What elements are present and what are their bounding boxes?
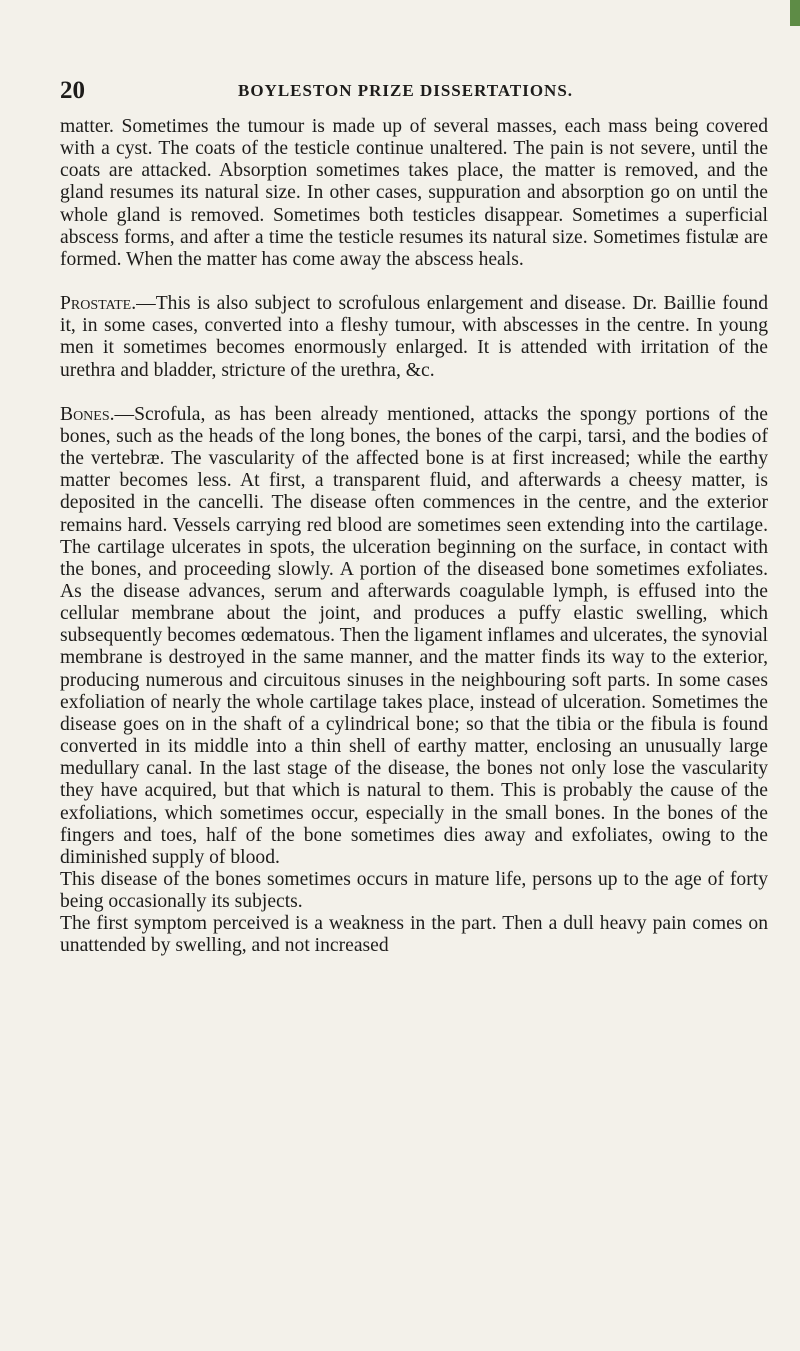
section-heading-bones: Bones.	[60, 403, 115, 425]
paragraph-bones	[60, 404, 768, 869]
paragraph-prostate	[60, 293, 768, 382]
page-body	[60, 116, 768, 958]
page-number: 20	[60, 77, 85, 104]
paragraph-first-symptom	[60, 913, 768, 957]
paragraph-text: —Scrofula, as has been already mentioned, attacks the spongy portions of the bones, such as the heads of the long bones, the bones of the carpi, tarsi, and the bodies of the vertebræ. The vascularity of the affected bone is at first increased; while the earthy matter becomes less. At first, a transparent fluid, and afterwards a cheesy matter, is deposited in the cancelli. The disease often commences in the centre, and the exterior remains hard. Vessels carrying red blood are sometimes seen extending into the cartilage. The cartilage ulcerates in spots, the ulceration beginning on the surface, in contact with the bones, and proceeding slowly. A portion of the diseased bone sometimes exfoliates. As the disease advances, serum and afterwards coagulable lymph, is effused into the cellular membrane about the joint, and produces a puffy elastic swelling, which subsequently becomes œdematous. Then the ligament inflames and ulcerates, the synovial membrane is destroyed in the same manner, and the matter finds its way to the exterior, producing numerous and circuitous sinuses in the neighbouring soft parts. In some cases exfoliation of nearly the whole cartilage takes place, instead of ulceration. Sometimes the disease goes on in the shaft of a cylindrical bone; so that the tibia or the fibula is found converted in its middle into a thin shell of earthy matter, enclosing an unusually large medullary canal. In the last stage of the disease, the bones not only lose the vascularity they have acquired, but that which is natural to them. This is probably the cause of the exfoliations, which sometimes occur, especially in the small bones. In the bones of the fingers and toes, half of the bone sometimes dies away and exfoliates, owing to the diminished supply of blood.	[60, 403, 768, 868]
section-heading-prostate: Prostate.	[60, 293, 137, 315]
page-edge-tab	[790, 0, 800, 26]
paragraph-bones-age	[60, 869, 768, 913]
paragraph-text: —This is also subject to scrofulous enlargement and disease. Dr. Baillie found it, in some cases, converted into a fleshy tumour, with abscesses in the centre. In young men it sometimes becomes enormously enlarged. It is attended with irritation of the urethra and bladder, stricture of the urethra, &c.	[60, 293, 768, 381]
paragraph-text: This disease of the bones sometimes occurs in mature life, persons up to the age of forty being occasionally its subjects.	[60, 869, 768, 913]
paragraph-text: The first symptom perceived is a weakness in the part. Then a dull heavy pain comes on unattended by swelling, and not increased	[60, 913, 768, 957]
paragraph-testicle-continued	[60, 116, 768, 271]
running-title: BOYLESTON PRIZE DISSERTATIONS.	[238, 81, 574, 100]
paragraph-text: matter. Sometimes the tumour is made up of several masses, each mass being covered with a cyst. The coats of the testicle continue unaltered. The pain is not severe, until the coats are attacked. Absorption sometimes takes place, the matter is removed, and the gland resumes its natural size. In other cases, suppuration and absorption go on until the whole gland is removed. Sometimes both testicles disappear. Sometimes a superficial abscess forms, and after a time the testicle resumes its natural size. Sometimes fistulæ are formed. When the matter has come away the abscess heals.	[60, 116, 768, 270]
page-header	[60, 76, 760, 106]
